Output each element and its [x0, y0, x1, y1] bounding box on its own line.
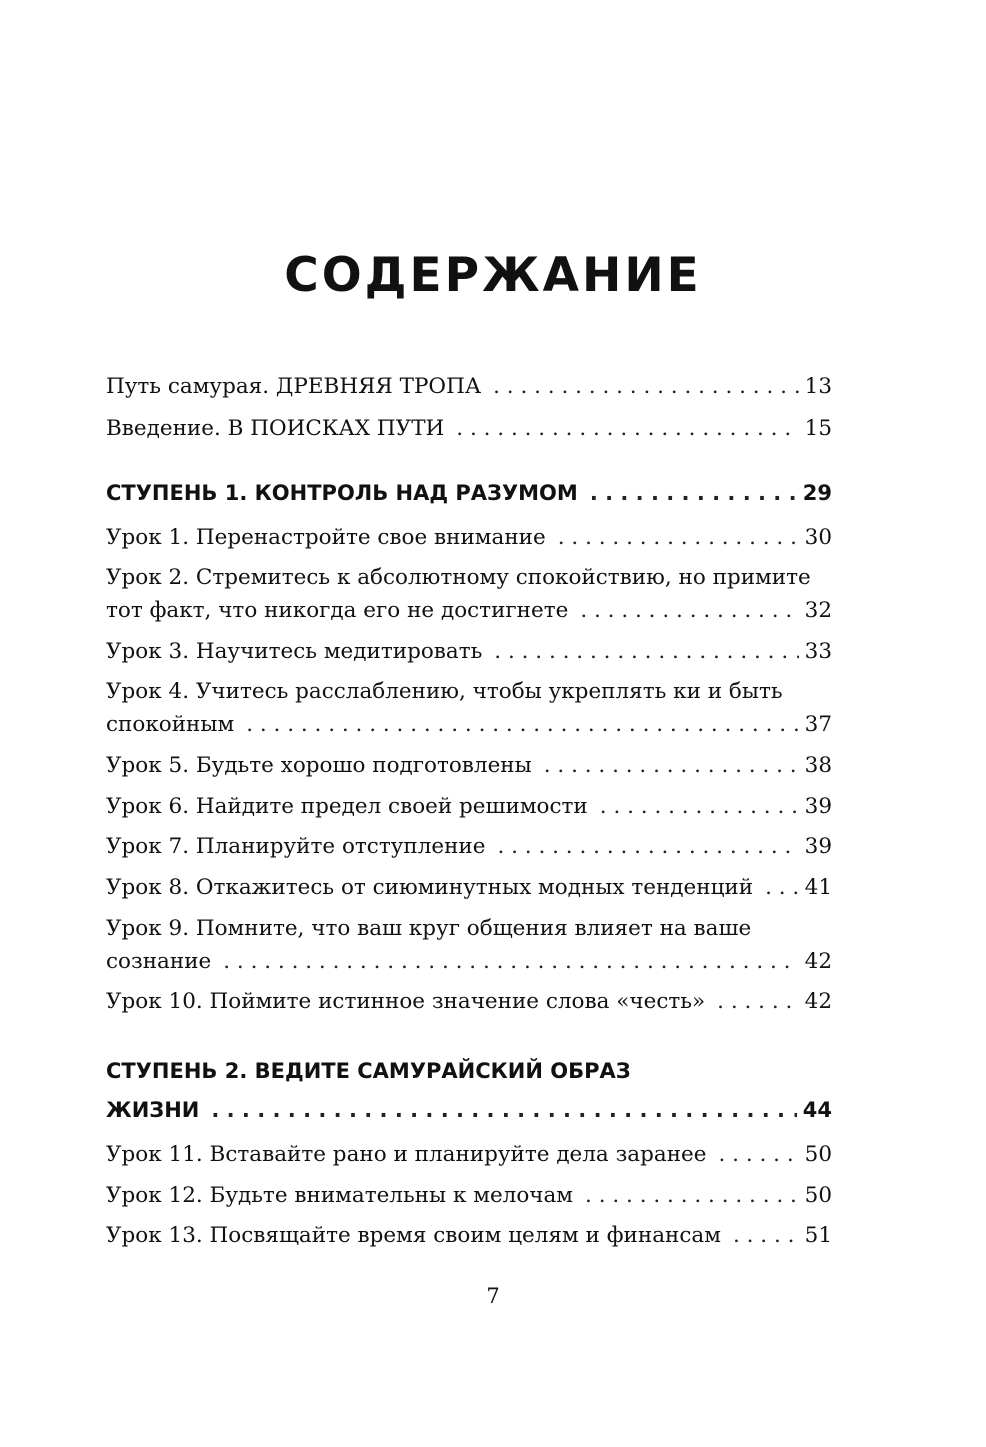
toc-lesson-2-line-2[interactable]: [106, 594, 832, 628]
toc-lesson-8[interactable]: [106, 871, 832, 905]
dot-leader: [590, 476, 797, 510]
toc-lesson-9-line-1[interactable]: [106, 912, 832, 946]
toc-page-number: 42: [804, 949, 832, 974]
toc-page-number: 13: [804, 374, 832, 399]
toc-lesson-3[interactable]: [106, 635, 832, 669]
toc-entry-text: Урок 2. Стремитесь к абсолютному спокойствию, но примите: [106, 565, 811, 590]
toc-entry-introduction[interactable]: [106, 412, 832, 446]
dot-leader: [223, 945, 798, 979]
toc-page-number: 30: [804, 525, 832, 550]
dot-leader: [497, 830, 798, 864]
toc-page-number: 39: [804, 834, 832, 859]
toc-entry-text: Урок 11. Вставайте рано и планируйте дела заранее: [106, 1142, 707, 1167]
dot-leader: [585, 1179, 799, 1213]
toc-page-number: 38: [804, 753, 832, 778]
dot-leader: [580, 594, 798, 628]
toc-entry-text: Введение. В ПОИСКАХ ПУТИ: [106, 416, 445, 441]
toc-lesson-5[interactable]: [106, 749, 832, 783]
toc-entry-text: тот факт, что никогда его не достигнете: [106, 598, 569, 623]
dot-leader: [558, 521, 799, 555]
dot-leader: [493, 370, 799, 404]
toc-lesson-7[interactable]: [106, 830, 832, 864]
toc-page-number: 29: [802, 481, 832, 505]
section-title: СТУПЕНЬ 2. ВЕДИТЕ САМУРАЙСКИЙ ОБРАЗ: [106, 1059, 631, 1083]
dot-leader: [600, 790, 799, 824]
toc-page-number: 15: [804, 416, 832, 441]
toc-page-number: 39: [804, 794, 832, 819]
toc-lesson-11[interactable]: [106, 1138, 832, 1172]
page-number: 7: [486, 1284, 500, 1308]
toc-section-2-heading-line-1[interactable]: [106, 1054, 832, 1088]
toc-page-number: 44: [802, 1098, 832, 1122]
toc-lesson-4-line-2[interactable]: [106, 708, 832, 742]
toc-entry-text: Урок 3. Научитесь медитировать: [106, 639, 483, 664]
toc-entry-text: Путь самурая. ДРЕВНЯЯ ТРОПА: [106, 374, 482, 399]
dot-leader: [719, 1138, 799, 1172]
toc-page-number: 51: [804, 1223, 832, 1248]
toc-entry-text: Урок 4. Учитесь расслаблению, чтобы укреплять ки и быть: [106, 679, 783, 704]
toc-page-number: 33: [804, 639, 832, 664]
section-title: ЖИЗНИ: [106, 1098, 200, 1122]
dot-leader: [246, 708, 798, 742]
toc-lesson-12[interactable]: [106, 1179, 832, 1213]
toc-section-2-heading-line-2[interactable]: [106, 1093, 832, 1127]
toc-lesson-9-line-2[interactable]: [106, 945, 832, 979]
toc-lesson-13[interactable]: [106, 1219, 832, 1253]
dot-leader: [494, 635, 798, 669]
dot-leader: [456, 412, 798, 446]
toc-entry-text: Урок 6. Найдите предел своей решимости: [106, 794, 588, 819]
toc-entry-text: сознание: [106, 949, 212, 974]
toc-entry-text: Урок 1. Перенастройте свое внимание: [106, 525, 546, 550]
toc-entry-text: спокойным: [106, 712, 235, 737]
toc-page-number: 42: [804, 989, 832, 1014]
toc-lesson-6[interactable]: [106, 790, 832, 824]
toc-entry-text: Урок 13. Посвящайте время своим целям и финансам: [106, 1223, 721, 1248]
toc-page-number: 50: [804, 1142, 832, 1167]
section-title: СТУПЕНЬ 1. КОНТРОЛЬ НАД РАЗУМОМ: [106, 481, 578, 505]
toc-lesson-4-line-1[interactable]: [106, 675, 832, 709]
toc-entry-text: Урок 12. Будьте внимательны к мелочам: [106, 1183, 574, 1208]
toc-page-number: 37: [804, 712, 832, 737]
toc-entry-text: Урок 7. Планируйте отступление: [106, 834, 486, 859]
toc-entry-text: Урок 5. Будьте хорошо подготовлены: [106, 753, 532, 778]
toc-section-1-heading[interactable]: [106, 476, 832, 510]
toc-entry-text: Урок 8. Откажитесь от сиюминутных модных тенденций: [106, 875, 754, 900]
toc-entry-text: Урок 10. Поймите истинное значение слова «честь»: [106, 989, 706, 1014]
toc-lesson-10[interactable]: [106, 985, 832, 1019]
dot-leader: [733, 1219, 799, 1253]
toc-page-number: 50: [804, 1183, 832, 1208]
toc-page-number: 41: [804, 875, 832, 900]
dot-leader: [717, 985, 798, 1019]
toc-entry-prologue[interactable]: [106, 370, 832, 404]
dot-leader: [544, 749, 799, 783]
page-title: СОДЕРЖАНИЕ: [284, 248, 702, 303]
toc-lesson-1[interactable]: [106, 521, 832, 555]
toc-lesson-2-line-1[interactable]: [106, 561, 832, 595]
dot-leader: [211, 1093, 796, 1127]
toc-entry-text: Урок 9. Помните, что ваш круг общения влияет на ваше: [106, 916, 752, 941]
dot-leader: [765, 871, 799, 905]
toc-page-number: 32: [804, 598, 832, 623]
